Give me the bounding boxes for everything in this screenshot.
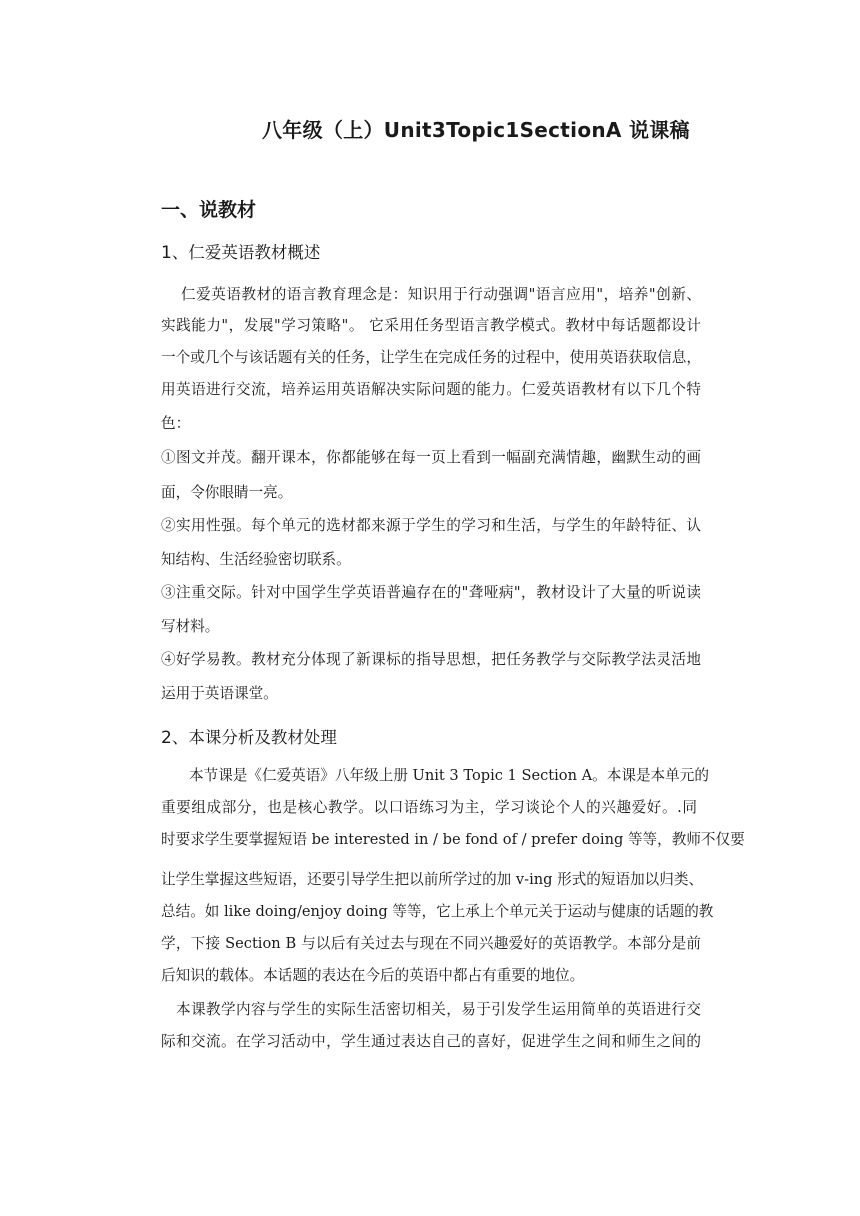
subheading-lesson-analysis [161,724,337,748]
feature-item-3-cont: 写材料。 [161,618,220,635]
paragraph-line: 本节课是《仁爱英语》八年级上册 Unit 3 Topic 1 Section A。本课是本单元的 [189,767,709,784]
subheading-text: 、仁爱英语教材概述 [171,243,321,262]
paragraph-line: 本课教学内容与学生的实际生活密切相关，易于引发学生运用简单的英语进行交 [176,1001,701,1018]
paragraph-line: 际和交流。在学习活动中，学生通过表达自己的喜好，促进学生之间和师生之间的 [161,1033,701,1050]
paragraph-line: 仁爱英语教材的语言教育理念是：知识用于行动强调"语言应用"，培养"创新、 [181,286,701,303]
feature-item-3: ③注重交际。针对中国学生学英语普遍存在的"聋哑病"，教材设计了大量的听说读 [161,584,701,601]
feature-item-1: ①图文并茂。翻开课本，你都能够在每一页上看到一幅副充满情趣，幽默生动的画 [161,449,701,466]
paragraph-line: 重要组成部分，也是核心教学。以口语练习为主，学习谈论个人的兴趣爱好。.同 [161,799,697,816]
paragraph-line: 一个或几个与该话题有关的任务，让学生在完成任务的过程中，使用英语获取信息， [161,349,701,366]
paragraph-line: 实践能力"，发展"学习策略"。 它采用任务型语言教学模式。教材中每话题都设计 [161,317,701,334]
paragraph-line: 色： [161,415,191,432]
section-heading-textbook: 一、说教材 [161,199,257,221]
feature-item-4-cont: 运用于英语课堂。 [161,685,278,702]
paragraph-line: 后知识的载体。本话题的表达在今后的英语中都占有重要的地位。 [161,967,585,984]
feature-item-2-cont: 知结构、生活经验密切联系。 [161,551,351,568]
subheading-textbook-overview [161,239,320,263]
paragraph-line: 总结。如 like doing/enjoy doing 等等，它上承上个单元关于运动与健康的话题的教 [161,903,714,920]
paragraph-line: 让学生掌握这些短语，还要引导学生把以前所学过的加 v-ing 形式的短语加以归类、 [161,871,704,888]
subheading-number: 1 [161,243,172,263]
subheading-text: 、本课分析及教材处理 [171,728,337,747]
feature-item-1-cont: 面，令你眼睛一亮。 [161,484,293,501]
paragraph-line: 用英语进行交流，培养运用英语解决实际问题的能力。仁爱英语教材有以下几个特 [161,381,701,398]
feature-item-4: ④好学易教。教材充分体现了新课标的指导思想，把任务教学与交际教学法灵活地 [161,651,701,668]
document-title: 八年级（上）Unit3Topic1SectionA 说课稿 [262,118,690,142]
paragraph-line: 学，下接 Section B 与以后有关过去与现在不同兴趣爱好的英语教学。本部分是前 [161,935,701,952]
paragraph-line: 时要求学生要掌握短语 be interested in / be fond of / prefer doing 等等，教师不仅要 [161,831,745,848]
feature-item-2: ②实用性强。每个单元的选材都来源于学生的学习和生活，与学生的年龄特征、认 [161,517,701,534]
subheading-number: 2 [161,728,172,748]
